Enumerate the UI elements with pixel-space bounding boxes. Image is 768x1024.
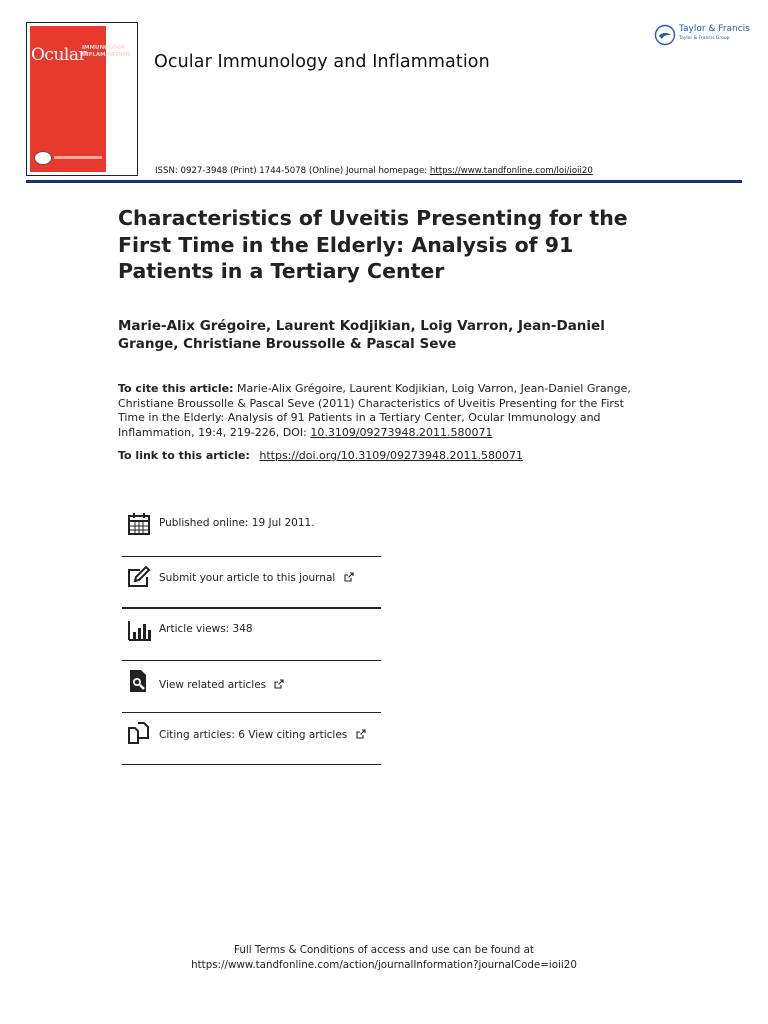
submit-article-label: Submit your article to this journal — [159, 572, 336, 584]
journal-title: Ocular Immunology and Inflammation — [154, 52, 490, 72]
article-url-link[interactable]: https://doi.org/10.3109/09273948.2011.580071 — [259, 449, 523, 462]
submit-row[interactable] — [122, 557, 381, 609]
citing-articles-link[interactable] — [159, 729, 366, 741]
cite-label: To cite this article: — [118, 382, 234, 395]
citation-icon — [127, 721, 151, 745]
header-divider — [26, 180, 742, 183]
article-views: Article views: 348 — [159, 623, 253, 635]
footer-terms — [0, 943, 768, 972]
publisher-name: Taylor & Francis — [679, 24, 750, 34]
publisher-group: Taylor & Francis Group — [679, 36, 730, 41]
edit-icon — [127, 566, 151, 590]
external-link-icon — [356, 729, 366, 739]
cite-text: Marie-Alix Grégoire, Laurent Kodjikian, Loig Varron, Jean-Daniel Grange, Christiane Broussolle & Pascal Seve (2011) Characteristics of Uveitis Presenting for the First Time in the Elderly: Analysis of 91 Patients in a Tertiary Center, Ocular Immunology and Inflammation, 19:4, 219-226, DOI: — [118, 382, 631, 439]
cover-seal-icon — [34, 151, 52, 165]
related-row[interactable] — [122, 661, 381, 713]
journal-homepage-link[interactable]: https://www.tandfonline.com/loi/ioii20 — [429, 166, 593, 176]
cover-subtitle-line2: INFLAMMATION — [82, 52, 131, 58]
views-row — [122, 609, 381, 661]
citing-articles-label: Citing articles: 6 View citing articles — [159, 729, 348, 741]
footer-line1: Full Terms & Conditions of access and use can be found at — [234, 944, 534, 956]
external-link-icon — [274, 679, 284, 689]
citing-row[interactable] — [122, 713, 381, 765]
divider — [122, 764, 381, 765]
external-link-icon — [344, 572, 354, 582]
cover-title: Ocular — [31, 45, 87, 65]
issn-line — [155, 166, 593, 176]
article-authors: Marie-Alix Grégoire, Laurent Kodjikian, Loig Varron, Jean-Daniel Grange, Christiane Broussolle & Pascal Seve — [118, 318, 605, 352]
journal-cover — [26, 22, 138, 176]
submit-article-link[interactable] — [159, 572, 354, 584]
related-articles-label: View related articles — [159, 679, 267, 691]
calendar-icon — [127, 512, 151, 536]
related-articles-link[interactable] — [159, 679, 284, 691]
article-link-block — [118, 449, 638, 464]
cover-subtitle-line1: IMMUNOLOGY — [82, 45, 126, 51]
link-label: To link to this article: — [118, 449, 250, 462]
issn-text: ISSN: 0927-3948 (Print) 1744-5078 (Online) Journal homepage: — [155, 166, 428, 176]
cover-subtitle — [82, 45, 137, 59]
published-date: Published online: 19 Jul 2011. — [159, 517, 315, 529]
doi-link[interactable]: 10.3109/09273948.2011.580071 — [310, 425, 493, 439]
published-row — [122, 505, 381, 557]
taylor-francis-icon — [654, 24, 676, 46]
article-title: Characteristics of Uveitis Presenting for the First Time in the Elderly: Analysis of 91 Patients in a Tertiary Center — [118, 206, 628, 283]
footer-terms-link[interactable]: https://www.tandfonline.com/action/journalInformation?journalCode=ioii20 — [191, 958, 577, 971]
cover-decoration — [54, 156, 102, 159]
bar-chart-icon — [127, 618, 151, 642]
citation-block — [118, 382, 638, 440]
document-search-icon — [127, 669, 151, 693]
